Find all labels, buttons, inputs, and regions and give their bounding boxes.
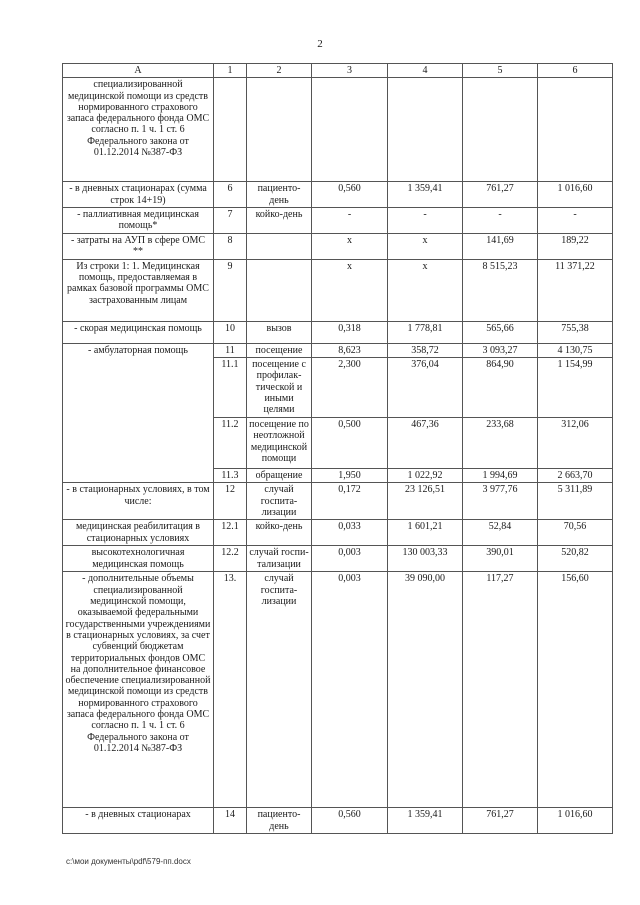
value-cell: 312,06	[538, 418, 613, 469]
value-cell: 864,90	[463, 358, 538, 418]
table-row	[63, 808, 613, 834]
value-cell: 1 359,41	[388, 808, 463, 834]
value-cell: 0,003	[312, 572, 388, 808]
value-cell: 52,84	[463, 520, 538, 546]
table-row	[63, 78, 613, 182]
value-cell: 0,033	[312, 520, 388, 546]
value-cell: 141,69	[463, 233, 538, 259]
value-cell: 761,27	[463, 182, 538, 208]
value-cell: 3 093,27	[463, 343, 538, 357]
row-number: 11.1	[214, 358, 247, 418]
row-name: высокотехнологичная медицинская помощь	[63, 546, 214, 572]
value-cell: 1 016,60	[538, 808, 613, 834]
value-cell: 358,72	[388, 343, 463, 357]
value-cell: х	[388, 233, 463, 259]
value-cell	[388, 78, 463, 182]
header-cell: 6	[538, 64, 613, 78]
value-cell: 2 663,70	[538, 469, 613, 483]
value-cell: 8,623	[312, 343, 388, 357]
value-cell: -	[312, 207, 388, 233]
header-cell: 5	[463, 64, 538, 78]
unit-cell	[247, 78, 312, 182]
header-cell: А	[63, 64, 214, 78]
value-cell: -	[388, 207, 463, 233]
table-row	[63, 321, 613, 343]
table-row	[63, 343, 613, 357]
table-row	[63, 572, 613, 808]
unit-cell: посещение	[247, 343, 312, 357]
row-name: - амбулаторная помощь	[63, 343, 214, 483]
value-cell: 376,04	[388, 358, 463, 418]
row-number: 12.1	[214, 520, 247, 546]
value-cell: 0,560	[312, 182, 388, 208]
value-cell: 1 778,81	[388, 321, 463, 343]
table-row	[63, 259, 613, 321]
value-cell: х	[388, 259, 463, 321]
value-cell: 467,36	[388, 418, 463, 469]
row-number: 12	[214, 483, 247, 520]
file-path-footer: c:\мои документы\pdf\579-пп.docx	[66, 857, 191, 866]
value-cell: 761,27	[463, 808, 538, 834]
value-cell: 0,172	[312, 483, 388, 520]
value-cell: 2,300	[312, 358, 388, 418]
unit-cell: посещение с профилак-тической и иными целями	[247, 358, 312, 418]
table-row	[63, 182, 613, 208]
value-cell: 11 371,22	[538, 259, 613, 321]
row-number: 12.2	[214, 546, 247, 572]
row-number: 6	[214, 182, 247, 208]
value-cell: 390,01	[463, 546, 538, 572]
value-cell: 156,60	[538, 572, 613, 808]
header-cell: 4	[388, 64, 463, 78]
value-cell: 1 022,92	[388, 469, 463, 483]
value-cell: 565,66	[463, 321, 538, 343]
value-cell: 130 003,33	[388, 546, 463, 572]
value-cell: 755,38	[538, 321, 613, 343]
unit-cell: вызов	[247, 321, 312, 343]
value-cell	[538, 78, 613, 182]
value-cell: х	[312, 233, 388, 259]
row-number	[214, 78, 247, 182]
table-header-row	[63, 64, 613, 78]
unit-cell: обращение	[247, 469, 312, 483]
unit-cell	[247, 233, 312, 259]
value-cell	[463, 78, 538, 182]
value-cell: 4 130,75	[538, 343, 613, 357]
row-name: - в дневных стационарах (сумма строк 14+19)	[63, 182, 214, 208]
header-cell: 2	[247, 64, 312, 78]
row-name: - паллиативная медицинская помощь*	[63, 207, 214, 233]
table-row	[63, 546, 613, 572]
value-cell: 23 126,51	[388, 483, 463, 520]
row-name: Из строки 1: 1. Медицинская помощь, предоставляемая в рамках базовой программы ОМС застрахованным лицам	[63, 259, 214, 321]
financial-table	[62, 63, 613, 834]
row-number: 11	[214, 343, 247, 357]
header-cell: 1	[214, 64, 247, 78]
value-cell: 1 601,21	[388, 520, 463, 546]
row-name: - в дневных стационарах	[63, 808, 214, 834]
value-cell: 1,950	[312, 469, 388, 483]
value-cell: 1 016,60	[538, 182, 613, 208]
row-number: 11.3	[214, 469, 247, 483]
value-cell: 1 994,69	[463, 469, 538, 483]
value-cell: х	[312, 259, 388, 321]
unit-cell	[247, 259, 312, 321]
row-number: 14	[214, 808, 247, 834]
unit-cell: пациенто-день	[247, 808, 312, 834]
unit-cell: пациенто-день	[247, 182, 312, 208]
row-number: 13.	[214, 572, 247, 808]
table-row	[63, 520, 613, 546]
table-row	[63, 233, 613, 259]
row-name: - затраты на АУП в сфере ОМС **	[63, 233, 214, 259]
row-name: - скорая медицинская помощь	[63, 321, 214, 343]
value-cell: 0,500	[312, 418, 388, 469]
table-row	[63, 483, 613, 520]
value-cell: 5 311,89	[538, 483, 613, 520]
row-name: - в стационарных условиях, в том числе:	[63, 483, 214, 520]
row-name: - дополнительные объемы специализированной медицинской помощи, оказываемой федеральными государственными учреждениями в стационарных условиях, за счет субвенций бюджетам территориальных фондов ОМС на дополнительное финансовое обеспечение специализированной медицинской помощи из средств нормированного страхового запаса федерального фонда ОМС согласно п. 1 ч. 1 ст. 6 Федерального закона от 01.12.2014 №387-ФЗ	[63, 572, 214, 808]
unit-cell: посещение по неотложной медицинской помощи	[247, 418, 312, 469]
header-cell: 3	[312, 64, 388, 78]
value-cell: -	[538, 207, 613, 233]
value-cell: 0,318	[312, 321, 388, 343]
row-name: специализированной медицинской помощи из средств нормированного страхового запаса федерального фонда ОМС согласно п. 1 ч. 1 ст. 6 Федерального закона от 01.12.2014 №387-ФЗ	[63, 78, 214, 182]
row-number: 7	[214, 207, 247, 233]
value-cell: 0,003	[312, 546, 388, 572]
unit-cell: койко-день	[247, 207, 312, 233]
value-cell: 39 090,00	[388, 572, 463, 808]
row-number: 10	[214, 321, 247, 343]
row-number: 11.2	[214, 418, 247, 469]
value-cell: 117,27	[463, 572, 538, 808]
value-cell: 1 359,41	[388, 182, 463, 208]
row-name: медицинская реабилитация в стационарных условиях	[63, 520, 214, 546]
row-number: 8	[214, 233, 247, 259]
value-cell: 189,22	[538, 233, 613, 259]
unit-cell: случай госпита-лизации	[247, 572, 312, 808]
row-number: 9	[214, 259, 247, 321]
value-cell: 1 154,99	[538, 358, 613, 418]
table-row	[63, 207, 613, 233]
value-cell: 3 977,76	[463, 483, 538, 520]
unit-cell: койко-день	[247, 520, 312, 546]
page-number: 2	[317, 38, 323, 50]
unit-cell: случай госпита-лизации	[247, 483, 312, 520]
value-cell: 520,82	[538, 546, 613, 572]
value-cell: 233,68	[463, 418, 538, 469]
value-cell: 0,560	[312, 808, 388, 834]
value-cell: 70,56	[538, 520, 613, 546]
value-cell: 8 515,23	[463, 259, 538, 321]
value-cell: -	[463, 207, 538, 233]
unit-cell: случай госпи-тализации	[247, 546, 312, 572]
value-cell	[312, 78, 388, 182]
